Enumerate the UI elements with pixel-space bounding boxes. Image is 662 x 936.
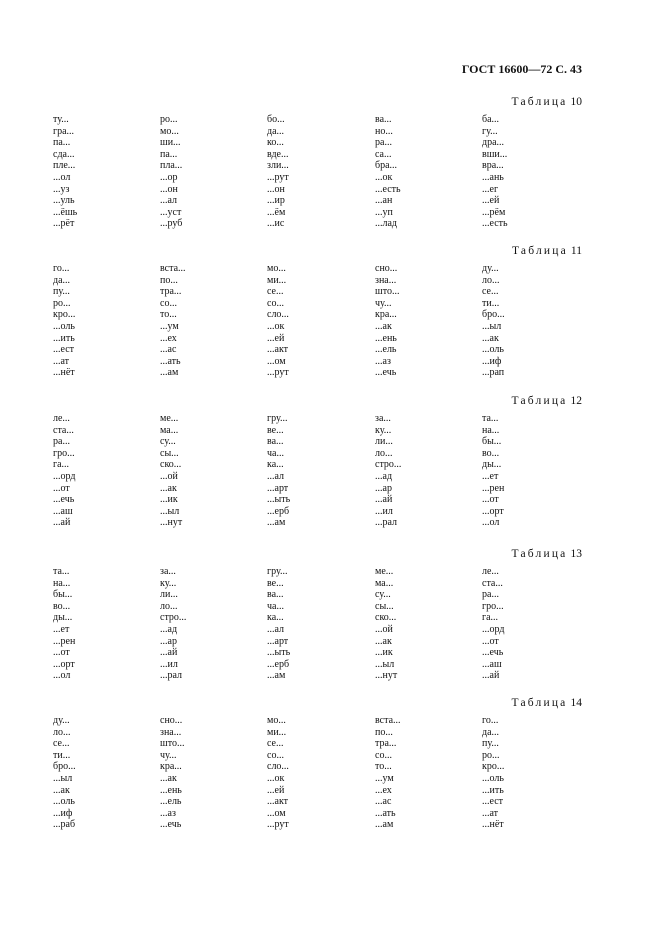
table-cell: ...ам <box>160 367 179 379</box>
table-cell: зна... <box>375 274 397 286</box>
table-cell: стро... <box>160 612 187 624</box>
table-column <box>53 715 76 831</box>
table-cell: да... <box>53 274 71 286</box>
table-caption <box>512 548 582 560</box>
table-cell: ско... <box>375 612 397 624</box>
table-cell: ме... <box>375 566 394 577</box>
table-column <box>482 566 504 682</box>
table-cell: та... <box>53 566 70 577</box>
table-cell: сло... <box>267 309 289 321</box>
table-cell: ...аш <box>482 658 502 670</box>
table-cell: ...нут <box>160 517 183 529</box>
table-cell: ...уз <box>53 183 70 195</box>
table-cell: ...нёт <box>482 819 504 831</box>
table-cell: ...нут <box>375 670 398 682</box>
table-cell: со... <box>267 297 284 309</box>
table-cell: ...ак <box>375 320 392 332</box>
table-cell: ...ёшь <box>53 206 78 218</box>
table-cell: во... <box>53 600 71 612</box>
table-cell: сно... <box>375 263 398 274</box>
table-cell: пла... <box>160 160 183 172</box>
table-cell: се... <box>267 286 284 298</box>
table-cell: ...ей <box>267 332 285 344</box>
table-cell: ...от <box>482 494 499 506</box>
table-cell: ро... <box>53 297 71 309</box>
table-cell: ...ыл <box>482 320 502 332</box>
table-cell: вра... <box>482 160 504 172</box>
table-cell: ...оль <box>482 772 504 784</box>
table-cell: пле... <box>53 160 76 172</box>
table-cell: ...ок <box>267 772 285 784</box>
table-column <box>482 715 504 831</box>
table-caption-number: 10 <box>570 96 582 108</box>
table-cell: ...есть <box>482 218 508 230</box>
table-column <box>267 114 289 230</box>
table-caption <box>512 96 582 108</box>
table-cell: ...уль <box>53 195 75 207</box>
table-cell: ...ок <box>375 171 393 183</box>
table-cell: ...рут <box>267 171 289 183</box>
table-cell: то... <box>375 761 392 773</box>
table-cell: да... <box>482 726 500 738</box>
table-cell: ...рап <box>482 367 505 379</box>
table-cell: ...ас <box>375 796 392 808</box>
table-cell: ды... <box>482 459 502 471</box>
table-cell: ...оль <box>53 796 75 808</box>
table-cell: ...ей <box>482 195 500 207</box>
table-cell: бра... <box>375 160 398 172</box>
table-cell: ...рут <box>267 819 289 831</box>
table-cell: ба... <box>482 114 500 125</box>
table-cell: ...аш <box>53 505 73 517</box>
table-column <box>267 263 289 379</box>
table-column <box>482 114 508 230</box>
table-caption-label: Таблица <box>511 548 568 560</box>
table-cell: ...ень <box>160 784 182 796</box>
table-cell: ...аз <box>160 807 176 819</box>
table-cell: ...ум <box>375 772 394 784</box>
table-cell: ...ерб <box>267 658 290 670</box>
table-cell: ...ор <box>160 171 178 183</box>
table-cell: ...ил <box>160 658 178 670</box>
table-column <box>482 413 504 529</box>
table-cell: ...ечь <box>53 494 75 506</box>
table-cell: ...ат <box>482 807 499 819</box>
table-column <box>375 114 401 230</box>
table-cell: ...ил <box>375 505 393 517</box>
table-cell: кра... <box>375 309 397 321</box>
table-column <box>375 413 401 529</box>
table-cell: ...ель <box>160 796 182 808</box>
table-cell: ...арт <box>267 482 289 494</box>
table-cell: ...ик <box>375 647 393 659</box>
table-cell: мо... <box>267 715 286 726</box>
table-cell: гру... <box>267 413 288 424</box>
table-cell: ды... <box>53 612 73 624</box>
table-cell: ...ак <box>53 784 70 796</box>
table-cell: вши... <box>482 148 508 160</box>
table-cell: ...рал <box>160 670 183 682</box>
table-cell: стро... <box>375 459 402 471</box>
table-column <box>160 263 186 379</box>
table-caption-label: Таблица <box>511 395 568 407</box>
table-cell: ...ечь <box>482 647 504 659</box>
table-cell: ...ех <box>160 332 177 344</box>
table-cell: ло... <box>375 447 393 459</box>
table-cell: ро... <box>160 114 178 125</box>
table-column <box>375 715 401 831</box>
table-cell: ...ад <box>375 470 393 482</box>
table-cell: ...ан <box>375 195 393 207</box>
table-cell: ...ом <box>267 807 286 819</box>
table-cell: ...ол <box>53 670 71 682</box>
table-column <box>267 566 290 682</box>
table-cell: пу... <box>482 738 499 750</box>
table-caption <box>512 697 582 709</box>
table-cell: ...ечь <box>160 819 182 831</box>
table-caption <box>512 395 582 407</box>
table-cell: ва... <box>267 589 284 601</box>
table-cell: по... <box>160 274 178 286</box>
table-cell: со... <box>267 749 284 761</box>
table-column <box>53 413 75 529</box>
table-cell: ...ест <box>53 344 74 356</box>
table-column <box>53 566 75 682</box>
table-cell: ми... <box>267 726 287 738</box>
table-cell: ...руб <box>160 218 183 230</box>
table-cell: ду... <box>482 263 499 274</box>
table-cell: ...ечь <box>375 367 397 379</box>
table-cell: во... <box>482 447 500 459</box>
table-cell: ...рём <box>482 206 506 218</box>
table-cell: сно... <box>160 715 183 726</box>
table-cell: чу... <box>160 749 177 761</box>
table-cell: сда... <box>53 148 75 160</box>
table-cell: ...ок <box>267 320 285 332</box>
table-cell: сы... <box>375 600 394 612</box>
table-cell: се... <box>53 738 70 750</box>
table-cell: ...ыть <box>267 647 291 659</box>
table-cell: ...ар <box>375 482 392 494</box>
table-cell: се... <box>267 738 284 750</box>
table-cell: ло... <box>160 600 178 612</box>
table-cell: ...ём <box>267 206 286 218</box>
table-cell: ...ум <box>160 320 179 332</box>
table-cell: ...ат <box>53 355 70 367</box>
table-caption-number: 13 <box>570 548 582 560</box>
table-cell: ...ень <box>375 332 397 344</box>
table-cell: ку... <box>160 577 177 589</box>
table-cell: ...ег <box>482 183 499 195</box>
table-cell: ту... <box>53 114 69 125</box>
table-column <box>160 114 182 230</box>
table-cell: ...рёт <box>53 218 75 230</box>
table-cell: ...иф <box>53 807 73 819</box>
table-cell: ле... <box>53 413 70 424</box>
table-cell: ...ерб <box>267 505 290 517</box>
table-column <box>53 114 77 230</box>
table-cell: ...уст <box>160 206 182 218</box>
table-cell: ва... <box>267 436 284 448</box>
table-cell: ста... <box>482 577 503 589</box>
table-cell: кро... <box>482 761 505 773</box>
table-cell: гу... <box>482 125 498 137</box>
table-cell: тра... <box>375 738 397 750</box>
table-cell: ...ом <box>267 355 286 367</box>
table-cell: ка... <box>267 612 284 624</box>
table-cell: ...ак <box>160 772 177 784</box>
table-cell: ...акт <box>267 796 289 808</box>
table-cell: ве... <box>267 577 284 589</box>
table-cell: ...рут <box>267 367 289 379</box>
table-cell: ку... <box>375 424 392 436</box>
table-cell: ...ей <box>267 784 285 796</box>
table-cell: ва... <box>375 114 392 125</box>
table-cell: што... <box>160 738 185 750</box>
table-cell: ...ой <box>375 623 393 635</box>
table-cell: ...орд <box>482 623 505 635</box>
table-cell: со... <box>160 297 177 309</box>
table-cell: зна... <box>160 726 182 738</box>
table-cell: ...оль <box>53 320 75 332</box>
table-cell: ...ад <box>160 623 178 635</box>
table-cell: ...ар <box>160 635 177 647</box>
table-caption-number: 14 <box>570 697 582 709</box>
table-cell: су... <box>160 436 176 448</box>
table-cell: ...ыл <box>160 505 180 517</box>
table-caption-number: 12 <box>570 395 582 407</box>
table-cell: но... <box>375 125 393 137</box>
table-cell: ...ест <box>482 796 503 808</box>
table-cell: са... <box>375 148 392 160</box>
table-caption <box>512 245 582 257</box>
table-cell: ...ир <box>267 195 285 207</box>
table-cell: ...ель <box>375 344 397 356</box>
table-cell: ...ой <box>160 470 178 482</box>
table-caption-label: Таблица <box>511 245 568 257</box>
table-cell: ...ай <box>160 647 178 659</box>
table-cell: гро... <box>482 600 504 612</box>
table-cell: зли... <box>267 160 289 172</box>
table-cell: ...ис <box>267 218 285 230</box>
table-cell: ...ак <box>375 635 392 647</box>
table-cell: го... <box>482 715 499 726</box>
table-cell: за... <box>375 413 391 424</box>
table-cell: кра... <box>160 761 182 773</box>
table-cell: ...от <box>53 647 70 659</box>
table-cell: бо... <box>267 114 285 125</box>
table-cell: гро... <box>53 447 75 459</box>
table-cell: сы... <box>160 447 179 459</box>
table-cell: ...нёт <box>53 367 75 379</box>
table-cell: ...ать <box>375 807 396 819</box>
table-cell: ти... <box>53 749 71 761</box>
table-cell: вста... <box>160 263 186 274</box>
table-cell: ка... <box>267 459 284 471</box>
table-column <box>482 263 505 379</box>
table-cell: су... <box>375 589 391 601</box>
table-cell: ...ас <box>160 344 177 356</box>
table-cell: ши... <box>160 137 181 149</box>
table-cell: на... <box>482 424 500 436</box>
table-cell: ...ать <box>160 355 181 367</box>
table-cell: ма... <box>160 424 179 436</box>
table-cell: ...уп <box>375 206 393 218</box>
table-cell: ...оль <box>482 344 504 356</box>
table-cell: ...рен <box>53 635 76 647</box>
table-cell: по... <box>375 726 393 738</box>
table-cell: ...орт <box>53 658 75 670</box>
table-cell: ...ыть <box>267 494 291 506</box>
table-cell: ...ай <box>375 494 393 506</box>
table-cell: ...есть <box>375 183 401 195</box>
table-cell: ...рал <box>375 517 398 529</box>
table-cell: ду... <box>53 715 70 726</box>
table-cell: да... <box>267 125 285 137</box>
table-cell: то... <box>160 309 177 321</box>
table-cell: та... <box>482 413 499 424</box>
table-cell: сло... <box>267 761 289 773</box>
table-cell: тра... <box>160 286 182 298</box>
table-cell: ...ол <box>53 171 71 183</box>
table-cell: ...орд <box>53 470 76 482</box>
table-cell: ...ак <box>160 482 177 494</box>
table-cell: ве... <box>267 424 284 436</box>
table-cell: ...ет <box>482 470 499 482</box>
table-cell: ...ить <box>482 784 504 796</box>
table-column <box>160 566 186 682</box>
table-cell: ...ол <box>482 517 500 529</box>
table-caption-label: Таблица <box>511 697 568 709</box>
table-cell: бы... <box>482 436 502 448</box>
table-cell: ско... <box>160 459 182 471</box>
table-cell: ми... <box>267 274 287 286</box>
table-cell: на... <box>53 577 71 589</box>
table-cell: ...ам <box>267 517 286 529</box>
table-cell: ...ал <box>160 195 178 207</box>
table-cell: ле... <box>482 566 499 577</box>
table-cell: ...ыл <box>53 772 73 784</box>
table-cell: ...рен <box>482 482 505 494</box>
table-cell: ра... <box>482 589 499 601</box>
table-column <box>375 263 399 379</box>
table-cell: што... <box>375 286 400 298</box>
table-cell: ...ыл <box>375 658 395 670</box>
table-cell: пу... <box>53 286 70 298</box>
table-cell: ло... <box>53 726 71 738</box>
table-cell: ...ам <box>267 670 286 682</box>
table-cell: ...он <box>160 183 178 195</box>
table-column <box>53 263 75 379</box>
table-cell: ...ай <box>53 517 71 529</box>
table-cell: ...ам <box>375 819 394 831</box>
table-column <box>267 715 289 831</box>
table-cell: ...раб <box>53 819 76 831</box>
table-cell: ...ет <box>53 623 70 635</box>
table-cell: ...аз <box>375 355 391 367</box>
table-cell: ...ал <box>267 470 285 482</box>
table-cell: за... <box>160 566 176 577</box>
table-cell: го... <box>53 263 70 274</box>
table-cell: га... <box>53 459 70 471</box>
table-cell: дра... <box>482 137 505 149</box>
table-cell: бро... <box>482 309 505 321</box>
table-cell: бы... <box>53 589 73 601</box>
table-cell: ста... <box>53 424 74 436</box>
table-cell: ти... <box>482 297 500 309</box>
table-cell: вде... <box>267 148 289 160</box>
table-cell: ...ить <box>53 332 75 344</box>
table-column <box>160 715 184 831</box>
table-cell: па... <box>160 148 178 160</box>
table-cell: ли... <box>160 589 178 601</box>
table-cell: гру... <box>267 566 288 577</box>
table-column <box>375 566 397 682</box>
table-cell: ...он <box>267 183 285 195</box>
table-column <box>267 413 290 529</box>
table-cell: ...ех <box>375 784 392 796</box>
table-cell: ме... <box>160 413 179 424</box>
table-cell: ...от <box>53 482 70 494</box>
table-cell: ча... <box>267 600 284 612</box>
table-cell: ма... <box>375 577 394 589</box>
table-cell: мо... <box>160 125 179 137</box>
table-caption-label: Таблица <box>511 96 568 108</box>
table-cell: ...орт <box>482 505 504 517</box>
table-cell: ...ай <box>482 670 500 682</box>
table-cell: ...ань <box>482 171 504 183</box>
table-cell: мо... <box>267 263 286 274</box>
table-cell: ...лад <box>375 218 398 230</box>
table-cell: ...от <box>482 635 499 647</box>
table-cell: ра... <box>53 436 70 448</box>
table-column <box>160 413 182 529</box>
table-cell: ли... <box>375 436 393 448</box>
table-cell: бро... <box>53 761 76 773</box>
table-cell: па... <box>53 137 71 149</box>
table-cell: ло... <box>482 274 500 286</box>
table-cell: ...ал <box>267 623 285 635</box>
table-cell: ...ик <box>160 494 178 506</box>
table-cell: со... <box>375 749 392 761</box>
table-cell: ...иф <box>482 355 502 367</box>
table-cell: гра... <box>53 125 75 137</box>
table-cell: ко... <box>267 137 284 149</box>
table-cell: ...арт <box>267 635 289 647</box>
table-cell: га... <box>482 612 499 624</box>
table-cell: ра... <box>375 137 392 149</box>
table-cell: ча... <box>267 447 284 459</box>
table-cell: вста... <box>375 715 401 726</box>
table-cell: ро... <box>482 749 500 761</box>
table-cell: кро... <box>53 309 76 321</box>
table-cell: ...акт <box>267 344 289 356</box>
page-header: ГОСТ 16600—72 С. 43 <box>461 62 582 76</box>
table-caption-number: 11 <box>570 245 582 257</box>
table-cell: ...ак <box>482 332 499 344</box>
table-cell: чу... <box>375 297 392 309</box>
table-cell: се... <box>482 286 499 298</box>
